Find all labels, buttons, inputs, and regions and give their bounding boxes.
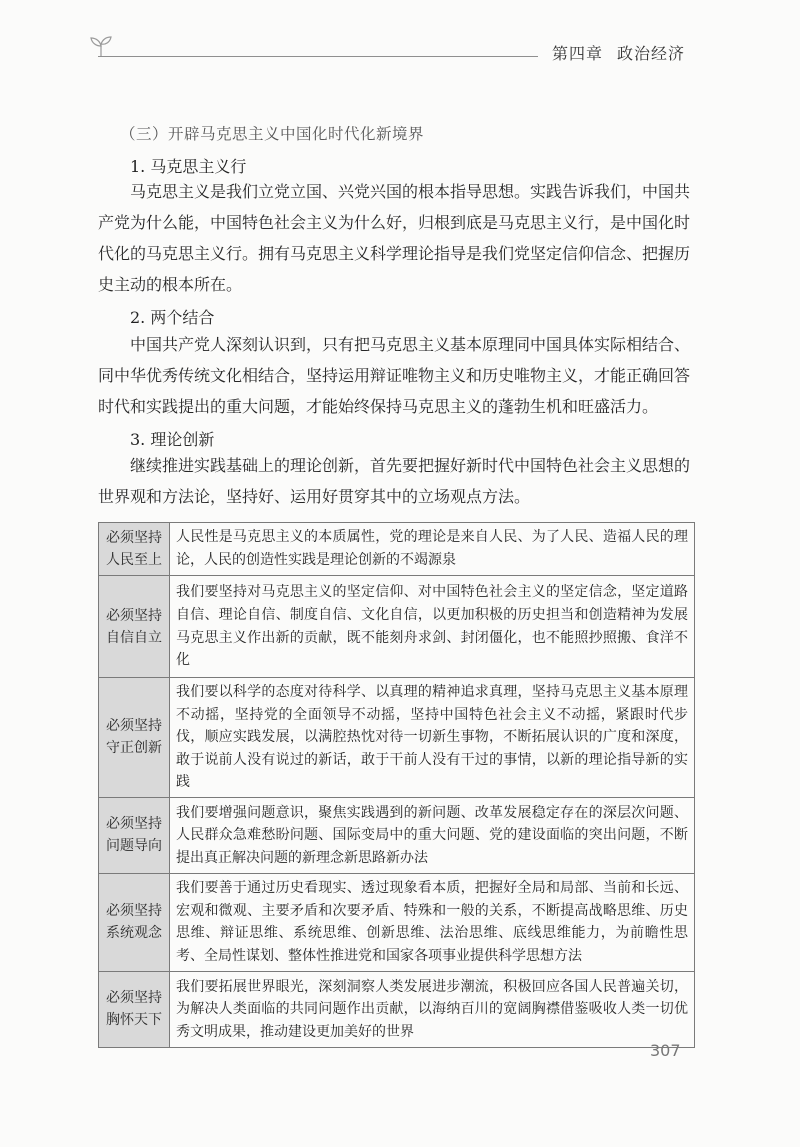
label-line: 守正创新 <box>106 740 162 757</box>
section-title: （三）开辟马克思主义中国化时代化新境界 <box>120 125 425 143</box>
label-line: 必须坚持 <box>106 903 162 920</box>
header-rule <box>98 56 538 57</box>
leaf-sprout-icon <box>88 34 114 58</box>
subsection-heading-1: 1. 马克思主义行 <box>130 157 247 176</box>
subsection-paragraph-1: 马克思主义是我们立党立国、兴党兴国的根本指导思想。实践告诉我们，中国共产党为什么能，中国特色社会主义为什么好，归根到底是马克思主义行，是中国化时代化的马克思主义行。拥有马克思主义科学理论指导是我们党坚定信仰信念、把握历史主动的根本所在。 <box>98 182 691 294</box>
table-row <box>99 523 695 576</box>
row-content: 我们要善于通过历史看现实、透过现象看本质，把握好全局和局部、当前和长远、宏观和微观、主要矛盾和次要矛盾、特殊和一般的关系，不断提高战略思维、历史思维、辩证思维、系统思维、创新思维、法治思维、底线思维能力，为前瞻性思考、全局性谋划、整体性推进党和国家各项事业提供科学思想方法 <box>170 873 695 971</box>
chapter-label: 第四章 <box>552 44 604 63</box>
row-label <box>99 873 170 971</box>
row-label <box>99 678 170 798</box>
table-row <box>99 576 695 678</box>
row-label <box>99 797 170 873</box>
table-row <box>99 873 695 971</box>
chapter-name: 政治经济 <box>617 44 686 63</box>
row-content: 我们要以科学的态度对待科学、以真理的精神追求真理，坚持马克思主义基本原理不动摇，坚持党的全面领导不动摇，坚持中国特色社会主义不动摇，紧跟时代步伐，顺应实践发展，以满腔热忱对待一切新生事物，不断拓展认识的广度和深度，敢于说前人没有说过的新话，敢于干前人没有干过的事情，以新的理论指导新的实践 <box>170 678 695 798</box>
label-line: 胸怀天下 <box>106 1012 162 1029</box>
principles-table <box>98 522 695 1048</box>
page-number: 307 <box>650 1041 681 1060</box>
subsection-heading-2: 2. 两个结合 <box>130 308 215 327</box>
row-label <box>99 576 170 678</box>
label-line: 人民至上 <box>106 552 162 568</box>
label-line: 必须坚持 <box>106 990 162 1007</box>
row-label <box>99 523 170 576</box>
row-content: 人民性是马克思主义的本质属性，党的理论是来自人民、为了人民、造福人民的理论，人民的创造性实践是理论创新的不竭源泉 <box>170 523 695 576</box>
label-line: 自信自立 <box>106 629 162 646</box>
label-line: 必须坚持 <box>106 607 162 624</box>
label-line: 问题导向 <box>106 838 162 855</box>
subsection-paragraph-3: 继续推进实践基础上的理论创新，首先要把握好新时代中国特色社会主义思想的世界观和方法论，坚持好、运用好贯穿其中的立场观点方法。 <box>98 456 691 506</box>
row-label <box>99 971 170 1047</box>
label-line: 必须坚持 <box>106 816 162 833</box>
row-content: 我们要拓展世界眼光，深刻洞察人类发展进步潮流，积极回应各国人民普遍关切，为解决人类面临的共同问题作出贡献，以海纳百川的宽阔胸襟借鉴吸收人类一切优秀文明成果，推动建设更加美好的世界 <box>170 971 695 1047</box>
label-line: 必须坚持 <box>106 530 162 546</box>
label-line: 系统观念 <box>106 925 162 942</box>
chapter-heading <box>552 41 685 64</box>
subsection-heading-3: 3. 理论创新 <box>130 430 215 449</box>
table-row <box>99 971 695 1047</box>
row-content: 我们要坚持对马克思主义的坚定信仰、对中国特色社会主义的坚定信念，坚定道路自信、理论自信、制度自信、文化自信，以更加积极的历史担当和创造精神为发展马克思主义作出新的贡献，既不能刻舟求剑、封闭僵化，也不能照抄照搬、食洋不化 <box>170 576 695 678</box>
table-row <box>99 678 695 798</box>
subsection-paragraph-2: 中国共产党人深刻认识到，只有把马克思主义基本原理同中国具体实际相结合、同中华优秀传统文化相结合，坚持运用辩证唯物主义和历史唯物主义，才能正确回答时代和实践提出的重大问题，才能始终保持马克思主义的蓬勃生机和旺盛活力。 <box>98 335 691 416</box>
label-line: 必须坚持 <box>106 718 162 735</box>
row-content: 我们要增强问题意识，聚焦实践遇到的新问题、改革发展稳定存在的深层次问题、人民群众急难愁盼问题、国际变局中的重大问题、党的建设面临的突出问题，不断提出真正解决问题的新理念新思路新办法 <box>170 797 695 873</box>
table-row <box>99 797 695 873</box>
